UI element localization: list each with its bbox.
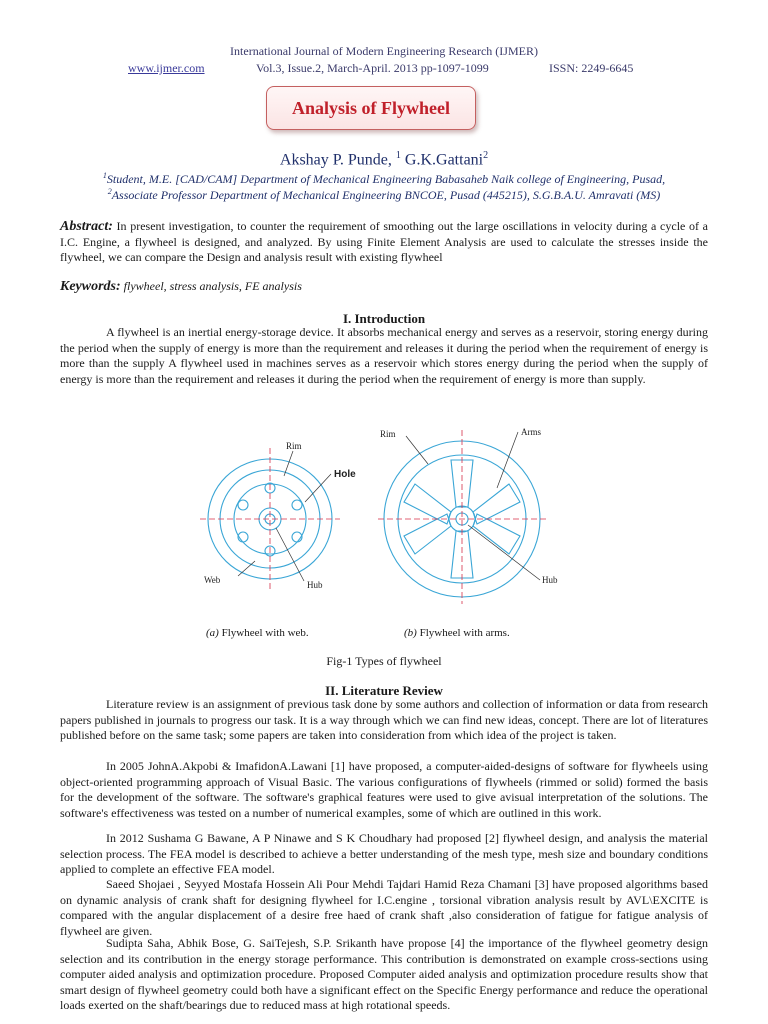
label-hub-a: Hub (307, 580, 323, 590)
arm (404, 484, 451, 524)
affiliation-2-sup: 2 (107, 187, 112, 196)
affiliation-2-text: Associate Professor Department of Mechanical Engineering BNCOE, Pusad (445215), S.G.B.A.U. Amravati (MS) (111, 188, 661, 202)
leader-rim-a (284, 451, 293, 476)
arm (473, 484, 520, 524)
journal-info-line (128, 61, 648, 76)
section-1-heading: I. Introduction (342, 311, 426, 326)
journal-volume: Vol.3, Issue.2, March-April. 2013 pp-1097-1099 (256, 61, 489, 75)
journal-name: International Journal of Modern Engineering Research (IJMER) (230, 44, 538, 58)
abstract (60, 219, 708, 266)
leader-hub-a (276, 528, 304, 581)
paper-title-box (266, 86, 476, 130)
figure-caption: Fig-1 Types of flywheel (326, 654, 442, 668)
arm (404, 514, 451, 554)
author-2-sup: 2 (483, 150, 489, 161)
author-1: Akshay P. Punde, (279, 151, 396, 169)
label-web: Web (204, 575, 221, 585)
section-2-paragraph-5: Sudipta Saha, Abhik Bose, G. SaiTejesh, S.P. Srikanth have propose [4] the importance of the flywheel geometry design selection and its contribution in the energy storage performance. This contribution is demonstrated on example cross-sections using computer aided analysis and optimization procedure. Proposed Computer aided analysis and optimization procedure results show that smart design of flywheel geometry could both have a significant effect on the Specific Energy performance and reduce the operational loads exerted on the shaft/bearings due to reduced mass at high rotational speeds. (60, 936, 708, 1013)
author-line (0, 150, 768, 169)
subcaption-b-text: Flywheel with arms. (416, 627, 510, 639)
affiliation-1-sup: 1 (102, 171, 107, 180)
subcaption-a (206, 627, 309, 639)
journal-issn: ISSN: 2249-6645 (549, 61, 634, 75)
paper-title: Analysis of Flywheel (291, 97, 450, 118)
section-1-paragraph: A flywheel is an inertial energy-storage device. It absorbs mechanical energy and serves as a reservoir, storing energy during the period when the supply of energy is more than the requirement and releases it during the period when the requirement of energy is more than the supply A flywheel used in machines serves as a reservoir which stores energy during the period when the supply of energy is more than the requirement and releases it during the period when the requirement of energy is more than supply. (60, 325, 708, 386)
label-arms: Arms (521, 427, 541, 437)
leader-arms (497, 432, 518, 488)
section-2-paragraph-2: In 2005 JohnA.Akpobi & ImafidonA.Lawani [1] have proposed, a computer-aided-designs of software for flywheels using object-oriented programming approach of Visual Basic. The various configurations of flywheels (rimmed or solid) formed the basis for the development of the software. The software's graphical features were used to give avisual interpretation of the solutions. The software's effectiveness was tested on a number of numerical examples, some of which are outlined in this work. (60, 759, 708, 820)
web-hole (292, 500, 302, 510)
keywords-label: Keywords: (60, 279, 121, 294)
subcaption-b-letter: (b) (404, 627, 417, 639)
subcaption-a-text: Flywheel with web. (218, 627, 309, 639)
label-hub-b: Hub (542, 575, 558, 585)
affiliation-1-text: Student, M.E. [CAD/CAM] Department of Mechanical Engineering Babasaheb Naik college of Engineering, Pusad, (106, 172, 666, 186)
affiliation-2 (0, 187, 768, 203)
section-2-paragraph-1: Literature review is an assignment of previous task done by some authors and collection of information or data from research papers published in journals to progress our task. It is a way through which we can find new ideas, concept. There are lot of literatures published before on the same task; some papers are taken into consideration from which idea of the project is taken. (60, 697, 708, 743)
keywords-text: flywheel, stress analysis, FE analysis (120, 279, 302, 293)
subcaption-b (404, 627, 510, 639)
author-1-sup: 1 (395, 150, 401, 161)
affiliation-1 (0, 171, 768, 187)
web-hole (238, 500, 248, 510)
leader-hub-b (468, 525, 540, 580)
author-2: G.K.Gattani (400, 151, 484, 169)
keywords (60, 279, 708, 295)
journal-website-link[interactable]: www.ijmer.com (128, 61, 205, 75)
subcaption-a-letter: (a) (206, 627, 219, 639)
leader-web (238, 561, 255, 576)
label-rim-b: Rim (380, 429, 396, 439)
abstract-label: Abstract: (60, 219, 113, 234)
label-hole: Hole (334, 469, 356, 480)
section-2-heading: II. Literature Review (325, 683, 443, 698)
section-2-paragraph-3: In 2012 Sushama G Bawane, A P Ninawe and S K Choudhary had proposed [2] flywheel design, and analysis the material selection process. The FEA model is described to achieve a better understanding of the mesh type, mesh size and boundary conditions applied to complete an effective FEA model. (60, 831, 708, 877)
label-rim-a: Rim (286, 441, 302, 451)
abstract-text: In present investigation, to counter the requirement of smoothing out the large oscillations in velocity during a cycle of a I.C. Engine, a flywheel is designed, and analyzed. By using Finite Element Analysis are used to calculate the stresses inside the flywheel, we can compare the Design and analysis result with existing flywheel (60, 219, 708, 265)
flywheel-figure (200, 418, 590, 648)
section-2-paragraph-4: Saeed Shojaei , Seyyed Mostafa Hossein Ali Pour Mehdi Tajdari Hamid Reza Chamani [3] have proposed algorithms based on dynamic analysis of crank shaft for designing flywheel for I.C.engine , torsional vibration analysis result by AVL\EXCITE is compared with the angular displacement of a desire free haed of crank shaft ,also consideration of fatigue for fatigue analysis of flywheel are given. (60, 877, 708, 938)
